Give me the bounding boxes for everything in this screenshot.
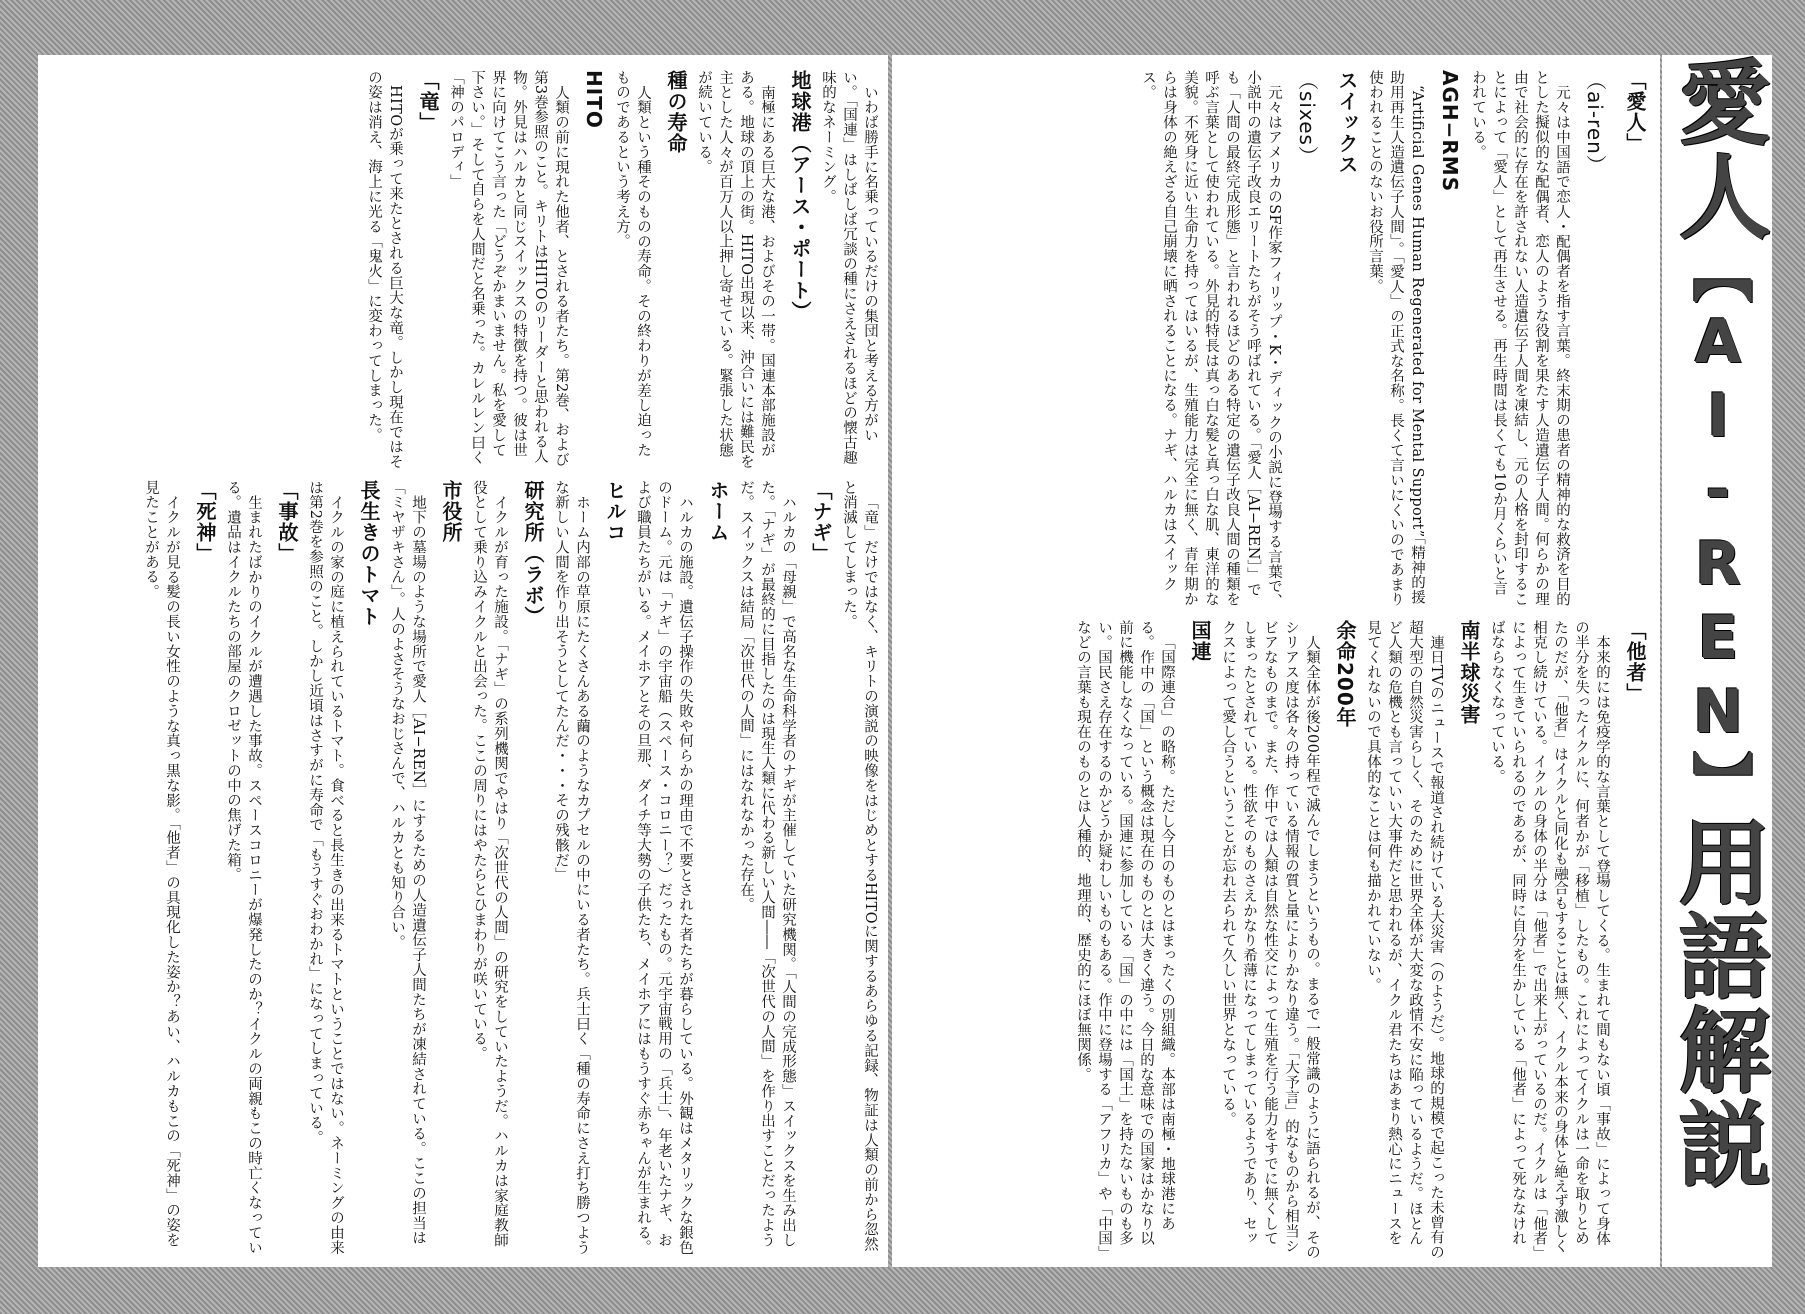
entry-text: ハルカの「母親」で高名な生命科学者のナギが主催していた研究機関。「人間の完成形態」スイックスを生み出した。「ナギ」が最終的に目指したのは現生人類に代わる新しい人間――「次世代の人間」を作り出すことだったようだ。スイックスは結局「次世代の人間」にはなれなかった存在。	[738, 480, 796, 1248]
glossary-entry	[735, 480, 838, 1260]
glossary-entry	[817, 70, 880, 470]
glossary-entry	[304, 480, 386, 1260]
entry-text: 「竜」だけではなく、キリトの演説の映像をはじめとするHITOに関するあらゆる記録、物証は人類の前から忽然と消滅してしまった。	[841, 480, 878, 1252]
entry-heading: 「死神」	[193, 480, 217, 564]
entry-heading: 「愛人」	[1623, 70, 1647, 154]
entry-text: 本来的には免疫学的な言葉として登場してくる。生まれて間もない頃「事故」によって身体の半分を失ったイクルに、何者かが「移植」したもの。これによってイクルは一命を取りとめたのだが、「他者」はイクルと同化も融合もすることは無く、イクル本来の身体と絶えず激しく相克し続けている。イクルの身体の半分は「他者」で出来上がっているのだ。イクルは「他者」によって生きていられるのであるが、同時に自分を生かしている「他者」によって死ななければならなくなっている。	[1489, 620, 1610, 1254]
glossary-entry	[1072, 620, 1217, 1260]
entry-text: 元々はアメリカのSF作家フィリップ・K・ディックの小説に登場する言葉で、小説中の遺伝子改良エリートたちがそう呼ばれている。「愛人［AI−REN］」でも「人間の最終完成形態」と言われるほどのある特定の遺伝子改良人間の種類を呼ぶ言葉として使われている。外見的特長は真っ白な髪と真っ白な肌、東洋的な美貌。不死身に近い生命力を持ってはいるが、生殖能力は完全に無く、青年期からは身体の絶えざる自己崩壊に晒されることになる。ナギ、ハルカはスイックス。	[1140, 70, 1282, 609]
entry-text: イクルが育った施設。「ナギ」の系列機関でやはり「次世代の人間」の研究をしていたようだ。ハルカは家庭教師役として乗り込みイクルと出会った。ここの周りにはやたらとひまわりが咲いている。	[471, 480, 508, 1248]
glossary-entry	[445, 70, 611, 470]
glossary-entry	[550, 480, 632, 1260]
entry-text: 元々は中国語で恋人・配偶者を指す言葉。終末期の患者の精神的な救済を目的とした擬似的な配偶者、恋人のような役割を果たす人造遺伝子人間。何らかの理由で社会的に存在を許されない人造遺伝子人間を凍結し、元の人格を封印することによって「愛人」として再生させる。再生時間は長くても10か月くらいと言われている。	[1470, 70, 1570, 607]
page-title	[1662, 55, 1772, 1267]
entry-text: ホーム内部の草原にたくさんある繭のようなカプセルの中にいる者たち。兵士曰く「種の寿命にさえ打ち勝つような新しい人間を作り出そうとしてたんだ・・・その残骸だ」	[553, 480, 590, 1255]
glossary-entry	[693, 70, 817, 470]
entry-heading: 市役所	[439, 480, 463, 543]
entry-heading: 地球港（アース・ポート）	[788, 70, 812, 322]
entry-heading: 長生きのトマト	[357, 480, 381, 627]
entry-heading: 種の寿命	[664, 70, 688, 154]
entry-text: イクルの家の庭に植えられているトマト。食べると長生きの出来るトマトということではない。ネーミングの由来は第2巻を参照のこと。しかし近頃はさすがに寿命で「もうすぐおわかれ」になってしまっている。	[307, 480, 344, 1255]
glossary-entry	[632, 480, 735, 1260]
glossary-entry	[1467, 70, 1652, 610]
title-tail: 用語解説	[1664, 815, 1772, 1191]
entry-heading: 国連	[1188, 620, 1212, 662]
entry-text: ハルカの施設。遺伝子操作の失敗や何らかの理由で不要とされた者たちが暮らしている。外観はメタリックな銀色のドーム。元は「ナギ」の宇宙船（スペース・コロニー？）だったもの。元宇宙戦用の「兵士」、年老いたナギ、および職員たちがいる。メイホアとその旦那、ダイチ等大勢の子供たち、メイホアにはもうすぐ赤ちゃんが生まれる。	[635, 480, 693, 1255]
glossary-entry	[386, 480, 468, 1260]
entry-heading: 南半球災害	[1457, 620, 1481, 725]
entry-heading: 「ナギ」	[809, 480, 833, 564]
entry-subheading: （sixes）	[1295, 70, 1319, 167]
entry-text: 生まれたばかりのイクルが遭遇した事故。スペースコロニーが爆発したのか？イクルの両親もこの時亡くなっている。遺品はイクルたちの部屋のクロゼットの中の焦げた箱。	[225, 480, 262, 1255]
entry-text: イクルが見る髪の長い女性のような真っ黒な影。「他者」の具現化した姿か？あい、ハルカもこの「死神」の姿を見たことがある。	[143, 480, 180, 1248]
entry-heading: ホーム	[706, 480, 730, 543]
glossary-entry	[838, 480, 880, 1260]
glossary-entry	[1137, 70, 1364, 610]
glossary-entry	[222, 480, 304, 1260]
title-block	[1662, 55, 1772, 1267]
glossary-entry	[1364, 70, 1467, 610]
entry-text: 人類全体が後200年程で滅んでしまうというもの。まるで一般常識のように語られるが、そのシリアス度は各々の持っている情報の質と量によりかなり違う。「大予言」的なものから相当シビアなものまで。また、作中では人類は自然な性交によって生殖を行う能力をすでに無くしてしまったとされている。性欲そのものさえかなり希薄になってしまっているようであり、セックスによって愛し合うということが忘れ去られて久しい世界となっている。	[1220, 620, 1320, 1260]
entry-text: いわば勝手に名乗っているだけの集団と考える方がいい。「国連」はしばしば冗談の種にさえされるほどの懐古趣味的なネーミング。	[820, 70, 878, 466]
left-bottom-strip	[46, 480, 880, 1260]
entry-text: “Artificial Genes Human Regenerated for Mental Support”「精神的援助用再生人造遺伝子人間」。「愛人」の正式な名称。長くて言いにくいのであまり使われることのないお役所言葉。	[1367, 70, 1425, 607]
glossary-entry	[468, 480, 550, 1260]
glossary-entry	[363, 70, 445, 470]
entry-text: 南極にある巨大な港、およびその一帯。国連本部施設がある。地球の頂上の街。HITO出現以来、沖合いには難民を主とした人々が百万人以上押し寄せている。緊張した状態が続いている。	[696, 70, 775, 470]
entry-heading: 「事故」	[275, 480, 299, 564]
entry-text: 連日TVのニュースで報道され続けている大災害（のようだ）。地球的規模で起こった未曾有の超大型の自然災害らしく、そのために世界全体が大変な政情不安に陥っているようだ。ほとんど人類の危機とも言っていい大事件だと思われるが、イクル君たちはあまり熱心にニュースを見てくれないので具体的なことは何も描かれていない。	[1365, 620, 1444, 1260]
entry-text: HITOが乗って来たとされる巨大な竜。しかし現在ではその姿は消え、海上に光る「鬼火」に変わってしまった。	[366, 70, 403, 469]
entry-heading: 「他者」	[1623, 620, 1647, 704]
entry-heading: 「竜」	[416, 70, 440, 133]
entry-heading: HITO	[582, 70, 606, 129]
glossary-entry	[140, 480, 222, 1260]
entry-heading: 余命200年	[1333, 620, 1357, 728]
entry-text: 「国際連合」の略称。ただし今日のものとはまったくの別組織。本部は南極・地球港にある。作中の「国」という概念は現在のものとは大きく違う。今日的な意味での国家はかなり以前に機能しなくなっている。国連に参加している「国」の中には「国土」を持たないものも多い。国民さえ存在するのかどうか疑わしいものもある。作中に登場する「アフリカ」や「中国」などの言葉も現在のものとは人種的、地理的、歴史的にほぼ無関係。	[1075, 620, 1175, 1254]
right-top-strip	[900, 70, 1652, 610]
entry-text: 地下の墓場のような場所で愛人［AI−REN］にするための人造遺伝子人間たちが凍結されている。ここの担当は「ミヤザキさん」。人のよさそうなおじさんで、ハルカとも知り合い。	[389, 480, 426, 1245]
right-bottom-strip	[900, 620, 1652, 1260]
entry-text: 人類の前に現れた他者、とされる者たち。第2巻、および第3巻参照のこと。キリトはHITOのリーダーと思われる人物。外見はハルカと同じスイックスの特徴を持つ。彼は世界に向けてこう言った「どうぞかまいません。私を愛して下さい。」そして自らを人間だと名乗った。カレルレン曰く「神のパロディ」	[448, 70, 569, 467]
glossary-entry	[611, 70, 693, 470]
title-main: 愛人	[1664, 55, 1772, 243]
entry-heading: AGH−RMS	[1438, 70, 1462, 193]
glossary-entry	[1486, 620, 1652, 1260]
entry-subheading: （ai-ren）	[1583, 70, 1607, 176]
entry-heading: 研究所（ラボ）	[521, 480, 545, 627]
title-bracket: 【AI-REN】	[1683, 243, 1753, 815]
glossary-entry	[1362, 620, 1486, 1260]
entry-heading: ヒルコ	[603, 480, 627, 543]
left-top-strip	[46, 70, 880, 470]
entry-heading: スイックス	[1335, 70, 1359, 175]
entry-text: 人類という種そのものの寿命。その終わりが差し迫ったものであるという考え方。	[614, 70, 651, 457]
glossary-entry	[1217, 620, 1362, 1260]
